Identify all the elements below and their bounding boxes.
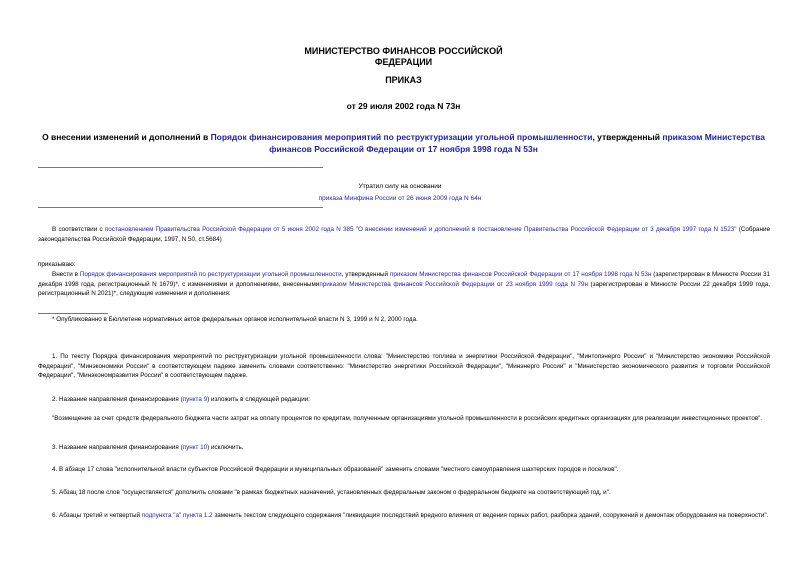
item-2 xyxy=(38,395,770,405)
item-2-text-1: 2. Название направления финансирования ( xyxy=(52,396,183,403)
intro-text-2: (Собрание законодательства Российской Федерации, 1997, N 50, ст.5684) xyxy=(38,226,771,243)
status-note xyxy=(300,181,500,205)
item-2-link-punkt-9[interactable]: пункта 9 xyxy=(182,396,208,403)
item-1: 1. По тексту Порядка финансирования мероприятий по реструктуризации угольной промышленности слова: "Министерство топлива и энергетики Российской Федерации", "Минтопэнерго России" и "Министерство экономики Российской Федерации", "Минэкономики России" в соответствующем падеже заменить словами соответственно: "Министерство энергетики Российской Федерации", "Минэнерго России" и "Министерство экономического развития и торговли Российской Федерации", "Минэкономразвития России" в соответствующем падеже. xyxy=(38,353,770,379)
item-4: 4. В абзаце 17 слова "исполнительной власти субъектов Российской Федерации и муниципальных образований" заменить словами "местного самоуправления шахтерских городов и поселков". xyxy=(52,466,619,473)
doc-title xyxy=(0,131,807,155)
intro-link-postanovlenie[interactable]: постановлением Правительства Российской Федерации от 5 июня 2002 года N 385 "О внесении изменений и дополнений в постановление Правительства Российской Федерации от 3 декабря 1997 года N 1523" xyxy=(104,226,737,233)
ministry-line-2: ФЕДЕРАЦИИ xyxy=(374,57,433,67)
item-3-text-2: ) исключить. xyxy=(207,444,244,451)
ministry-heading xyxy=(0,46,807,68)
item-3 xyxy=(38,443,770,453)
order-link-prikaz-53n[interactable]: приказом Министерства финансов Российской Федерации от 17 ноября 1998 года N 53н xyxy=(389,271,652,278)
order-text-4: (зарегистрирован в Минюсте России 22 декабря 1999 года, регистрационный N 2021)*, следующие изменения и дополнения: xyxy=(38,280,770,297)
intro-paragraph xyxy=(38,225,770,244)
item-6-link-podpunkt-a[interactable]: подпункта "а" xyxy=(141,512,182,519)
order-text-3: (зарегистрирован в Минюсте России 31 декабря 1998 года, регистрационный N 1679)*, с изменениями и дополнениями, внесенными xyxy=(38,271,771,288)
item-3-text-1: 3. Название направления финансирования ( xyxy=(52,444,183,451)
order-text-1: Внести в xyxy=(52,271,80,278)
prikaz-word: приказываю: xyxy=(38,261,76,268)
title-link-poryadok[interactable]: Порядок финансирования мероприятий по реструктуризации угольной промышленности xyxy=(210,132,593,142)
footnote: * Опубликованно в Бюллетене нормативных актов федеральных органов исполнительной власти N 3, 1999 и N 2, 2000 года. xyxy=(52,316,418,323)
order-link-prikaz-79n[interactable]: приказом Министерства финансов Российской Федерации от 23 ноября 1999 года N 79н xyxy=(319,280,589,288)
doc-type: ПРИКАЗ xyxy=(385,75,422,85)
title-text-1: О внесении изменений и дополнений в xyxy=(42,132,211,142)
order-paragraph xyxy=(38,270,770,299)
item-3-link-punkt-10[interactable]: пункт 10 xyxy=(182,444,208,451)
item-6 xyxy=(38,511,770,521)
item-6-text-2: заменить текстом следующего содержания "ликвидация последствий вредного влияния от ведения горных работ, разборка зданий, сооружений и демонтаж оборудования на поверхности". xyxy=(212,512,769,519)
doc-date-number: от 29 июля 2002 года N 73н xyxy=(346,101,461,111)
order-text-2: , утвержденный xyxy=(341,271,390,278)
item-2-text-2: ) изложить в следующей редакции: xyxy=(207,396,311,403)
ministry-line-1: МИНИСТЕРСТВО ФИНАНСОВ РОССИЙСКОЙ xyxy=(304,46,503,56)
status-link[interactable]: приказа Минфина России от 26 июня 2009 года N 64н xyxy=(318,195,482,202)
item-6-text-1: 6. Абзацы третий и четвертый xyxy=(52,512,142,519)
footnote-rule xyxy=(38,313,108,314)
title-link-prikaz[interactable]: приказом Министерства финансов Российской Федерации от 17 ноября 1998 года N 53н xyxy=(269,132,765,154)
title-text-2: , утвержденный xyxy=(592,132,663,142)
status-text: Утратил силу на основании xyxy=(358,183,442,190)
divider-bottom xyxy=(38,207,323,208)
item-6-link-punkt-1-2[interactable]: пункта 1.2 xyxy=(182,512,213,519)
order-link-poryadok[interactable]: Порядок финансирования мероприятий по реструктуризации угольной промышленности xyxy=(79,271,342,278)
item-5: 5. Абзац 18 после слов "осуществляется" дополнить словами "в рамках бюджетных назначений, установленных федеральным законом о федеральном бюджете на соответствующий год, и". xyxy=(52,489,611,496)
intro-text-1: В соответствии с xyxy=(52,226,105,233)
item-2-quote: "Возмещение за счет средств федерального бюджета части затрат на оплату процентов по кредитам, полученным организациями угольной промышленности в российских кредитных организациях для реализации инвестиционных проектов". xyxy=(52,415,763,422)
divider-top xyxy=(38,167,323,168)
